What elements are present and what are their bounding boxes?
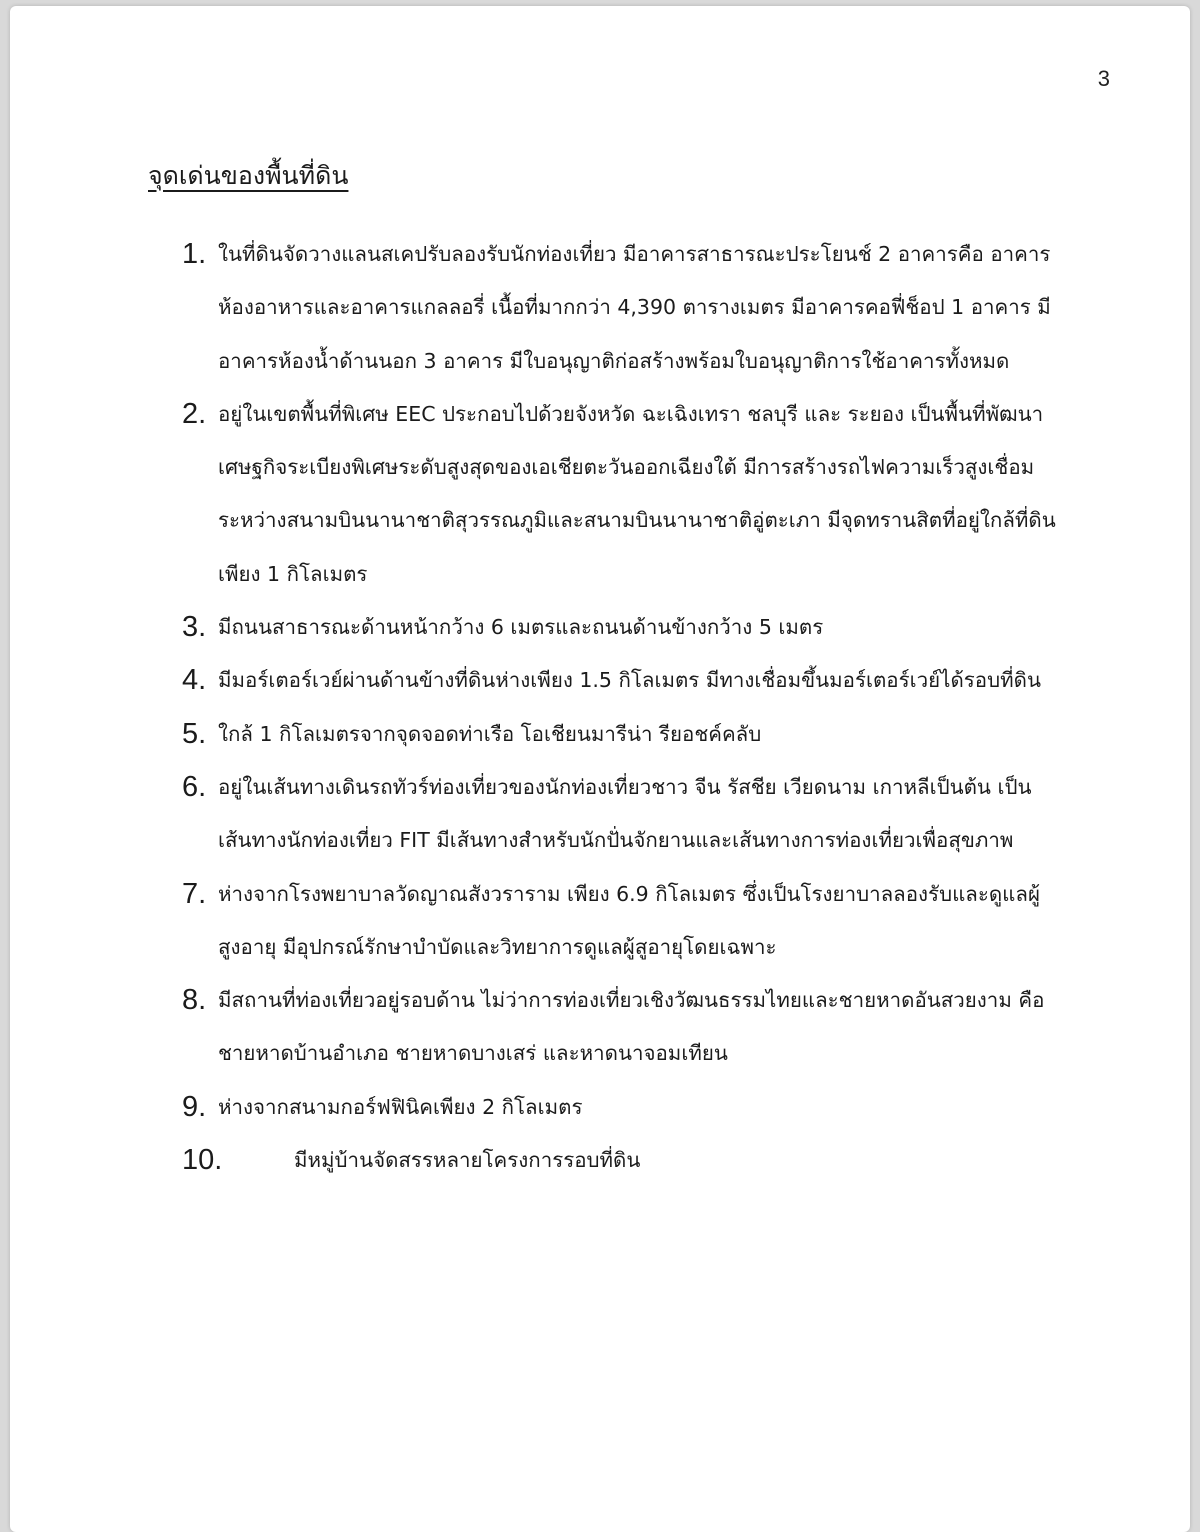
list-item-number: 9. xyxy=(182,1090,207,1123)
list-item xyxy=(182,708,1062,761)
page-number: 3 xyxy=(1097,66,1110,91)
list-item-number: 7. xyxy=(182,877,207,910)
list-item-text: มีมอร์เตอร์เวย์ผ่านด้านข้างที่ดินห่างเพียง 1.5 กิโลเมตร มีทางเชื่อมขึ้นมอร์เตอร์เวย์ได้รอบที่ดิน xyxy=(218,668,1041,693)
list-item-text: อยู่ในเส้นทางเดินรถทัวร์ท่องเที่ยวของนักท่องเที่ยวชาว จีน รัสชีย เวียดนาม เกาหลีเป็นต้น เป็น เส้นทางนักท่องเที่ยว FIT มีเส้นทางสำหรับนักปั่นจักยานและเส้นทางการท่องเที่ยวเพื่อสุขภาพ xyxy=(218,774,1032,853)
document-page xyxy=(10,6,1190,1532)
list-item-number: 3. xyxy=(182,611,207,644)
list-item-text: ใกล้ 1 กิโลเมตรจากจุดจอดท่าเรือ โอเชียนมารีน่า รียอชค์คลับ xyxy=(218,721,762,746)
list-item xyxy=(182,654,1062,707)
list-item-text: มีถนนสาธารณะด้านหน้ากว้าง 6 เมตรและถนนด้านข้างกว้าง 5 เมตร xyxy=(218,615,824,640)
section-heading: จุดเด่นของพื้นที่ดิน xyxy=(148,161,349,190)
list-item xyxy=(182,1081,1062,1134)
list-item-number: 10. xyxy=(182,1144,223,1177)
list-item-text: มีสถานที่ท่องเที่ยวอยู่รอบด้าน ไม่ว่าการท่องเที่ยวเชิงวัฒนธรรมไทยและชายหาดอันสวยงาม คือ ชายหาดบ้านอำเภอ ชายหาดบางเสร่ และหาดนาจอมเทียน xyxy=(218,988,1045,1066)
list-item xyxy=(182,601,1062,654)
list-item-text: อยู่ในเขตพื้นที่พิเศษ EEC ประกอบไปด้วยจังหวัด ฉะเฉิงเทรา ชลบุรี และ ระยอง เป็นพื้นที่พัฒนาเศษฐกิจระเบียงพิเศษระดับสูงสุดของเอเชียตะวันออกเฉียงใต้ มีการสร้างรถไฟความเร็วสูงเชื่อมระหว่างสนามบินนานาชาติสุวรรณภูมิและสนามบินนานาชาติอู่ตะเภา มีจุดทรานสิตที่อยู่ใกล้ที่ดินเพียง 1 กิโลเมตร xyxy=(218,401,1056,586)
list-item-number: 8. xyxy=(182,984,207,1017)
highlights-list xyxy=(182,228,1062,1187)
list-item-number: 2. xyxy=(182,397,207,430)
list-item xyxy=(182,228,1062,388)
list-item-number: 6. xyxy=(182,770,207,803)
list-item-text: ในที่ดินจัดวางแลนสเคปรับลองรับนักท่องเที่ยว มีอาคารสาธารณะประโยนช์ 2 อาคารคือ อาคารห้องอาหารและอาคารแกลลอรี่ เนื้อที่มากกว่า 4,390 ตารางเมตร มีอาคารคอฟี่ช็อป 1 อาคาร มีอาคารห้องน้ำด้านนอก 3 อาคาร มีใบอนุญาติก่อสร้างพร้อมใบอนุญาติการใช้อาคารทั้งหมด xyxy=(218,242,1051,373)
list-item-text: มีหมู่บ้านจัดสรรหลายโครงการรอบที่ดิน xyxy=(294,1148,641,1173)
list-item xyxy=(182,1134,1062,1187)
list-item-number: 4. xyxy=(182,664,207,697)
list-item xyxy=(182,761,1062,868)
list-item xyxy=(182,868,1062,975)
list-item-number: 5. xyxy=(182,717,207,750)
list-item-text: ห่างจากโรงพยาบาลวัดญาณสังวราราม เพียง 6.9 กิโลเมตร ซึ่งเป็นโรงยาบาลลองรับและดูแลผู้สูงอายุ มีอุปกรณ์รักษาบำบัดและวิทยาการดูแลผู้สูอายุโดยเฉพาะ xyxy=(218,881,1040,959)
list-item-text: ห่างจากสนามกอร์ฟฟินิคเพียง 2 กิโลเมตร xyxy=(218,1094,583,1119)
list-item xyxy=(182,974,1062,1081)
list-item-number: 1. xyxy=(182,238,207,270)
list-item xyxy=(182,388,1062,601)
